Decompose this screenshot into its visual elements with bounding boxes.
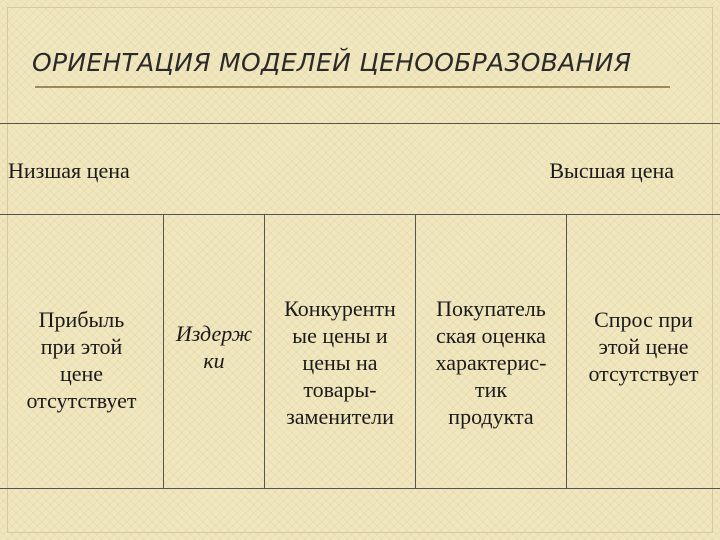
- cell-competitive-prices: Конкурентн ые цены и цены на товары- заменители: [284, 296, 396, 429]
- pricing-orientation-table: [0, 123, 720, 489]
- title-underline: [35, 86, 670, 88]
- cell-demand: Спрос при этой цене отсутствует: [588, 307, 699, 386]
- header-low-price: Низшая цена: [8, 158, 130, 183]
- slide-title: ОРИЕНТАЦИЯ МОДЕЛЕЙ ЦЕНООБРАЗОВАНИЯ: [32, 48, 632, 77]
- cell-profit: Прибыль при этой цене отсутствует: [26, 306, 137, 413]
- cell-costs: Издерж ки: [175, 320, 253, 373]
- table-top-border: [0, 123, 720, 124]
- cell-customer-valuation: Покупатель ская оценка характерис- тик продукта: [435, 296, 547, 429]
- header-high-price: Высшая цена: [549, 158, 674, 183]
